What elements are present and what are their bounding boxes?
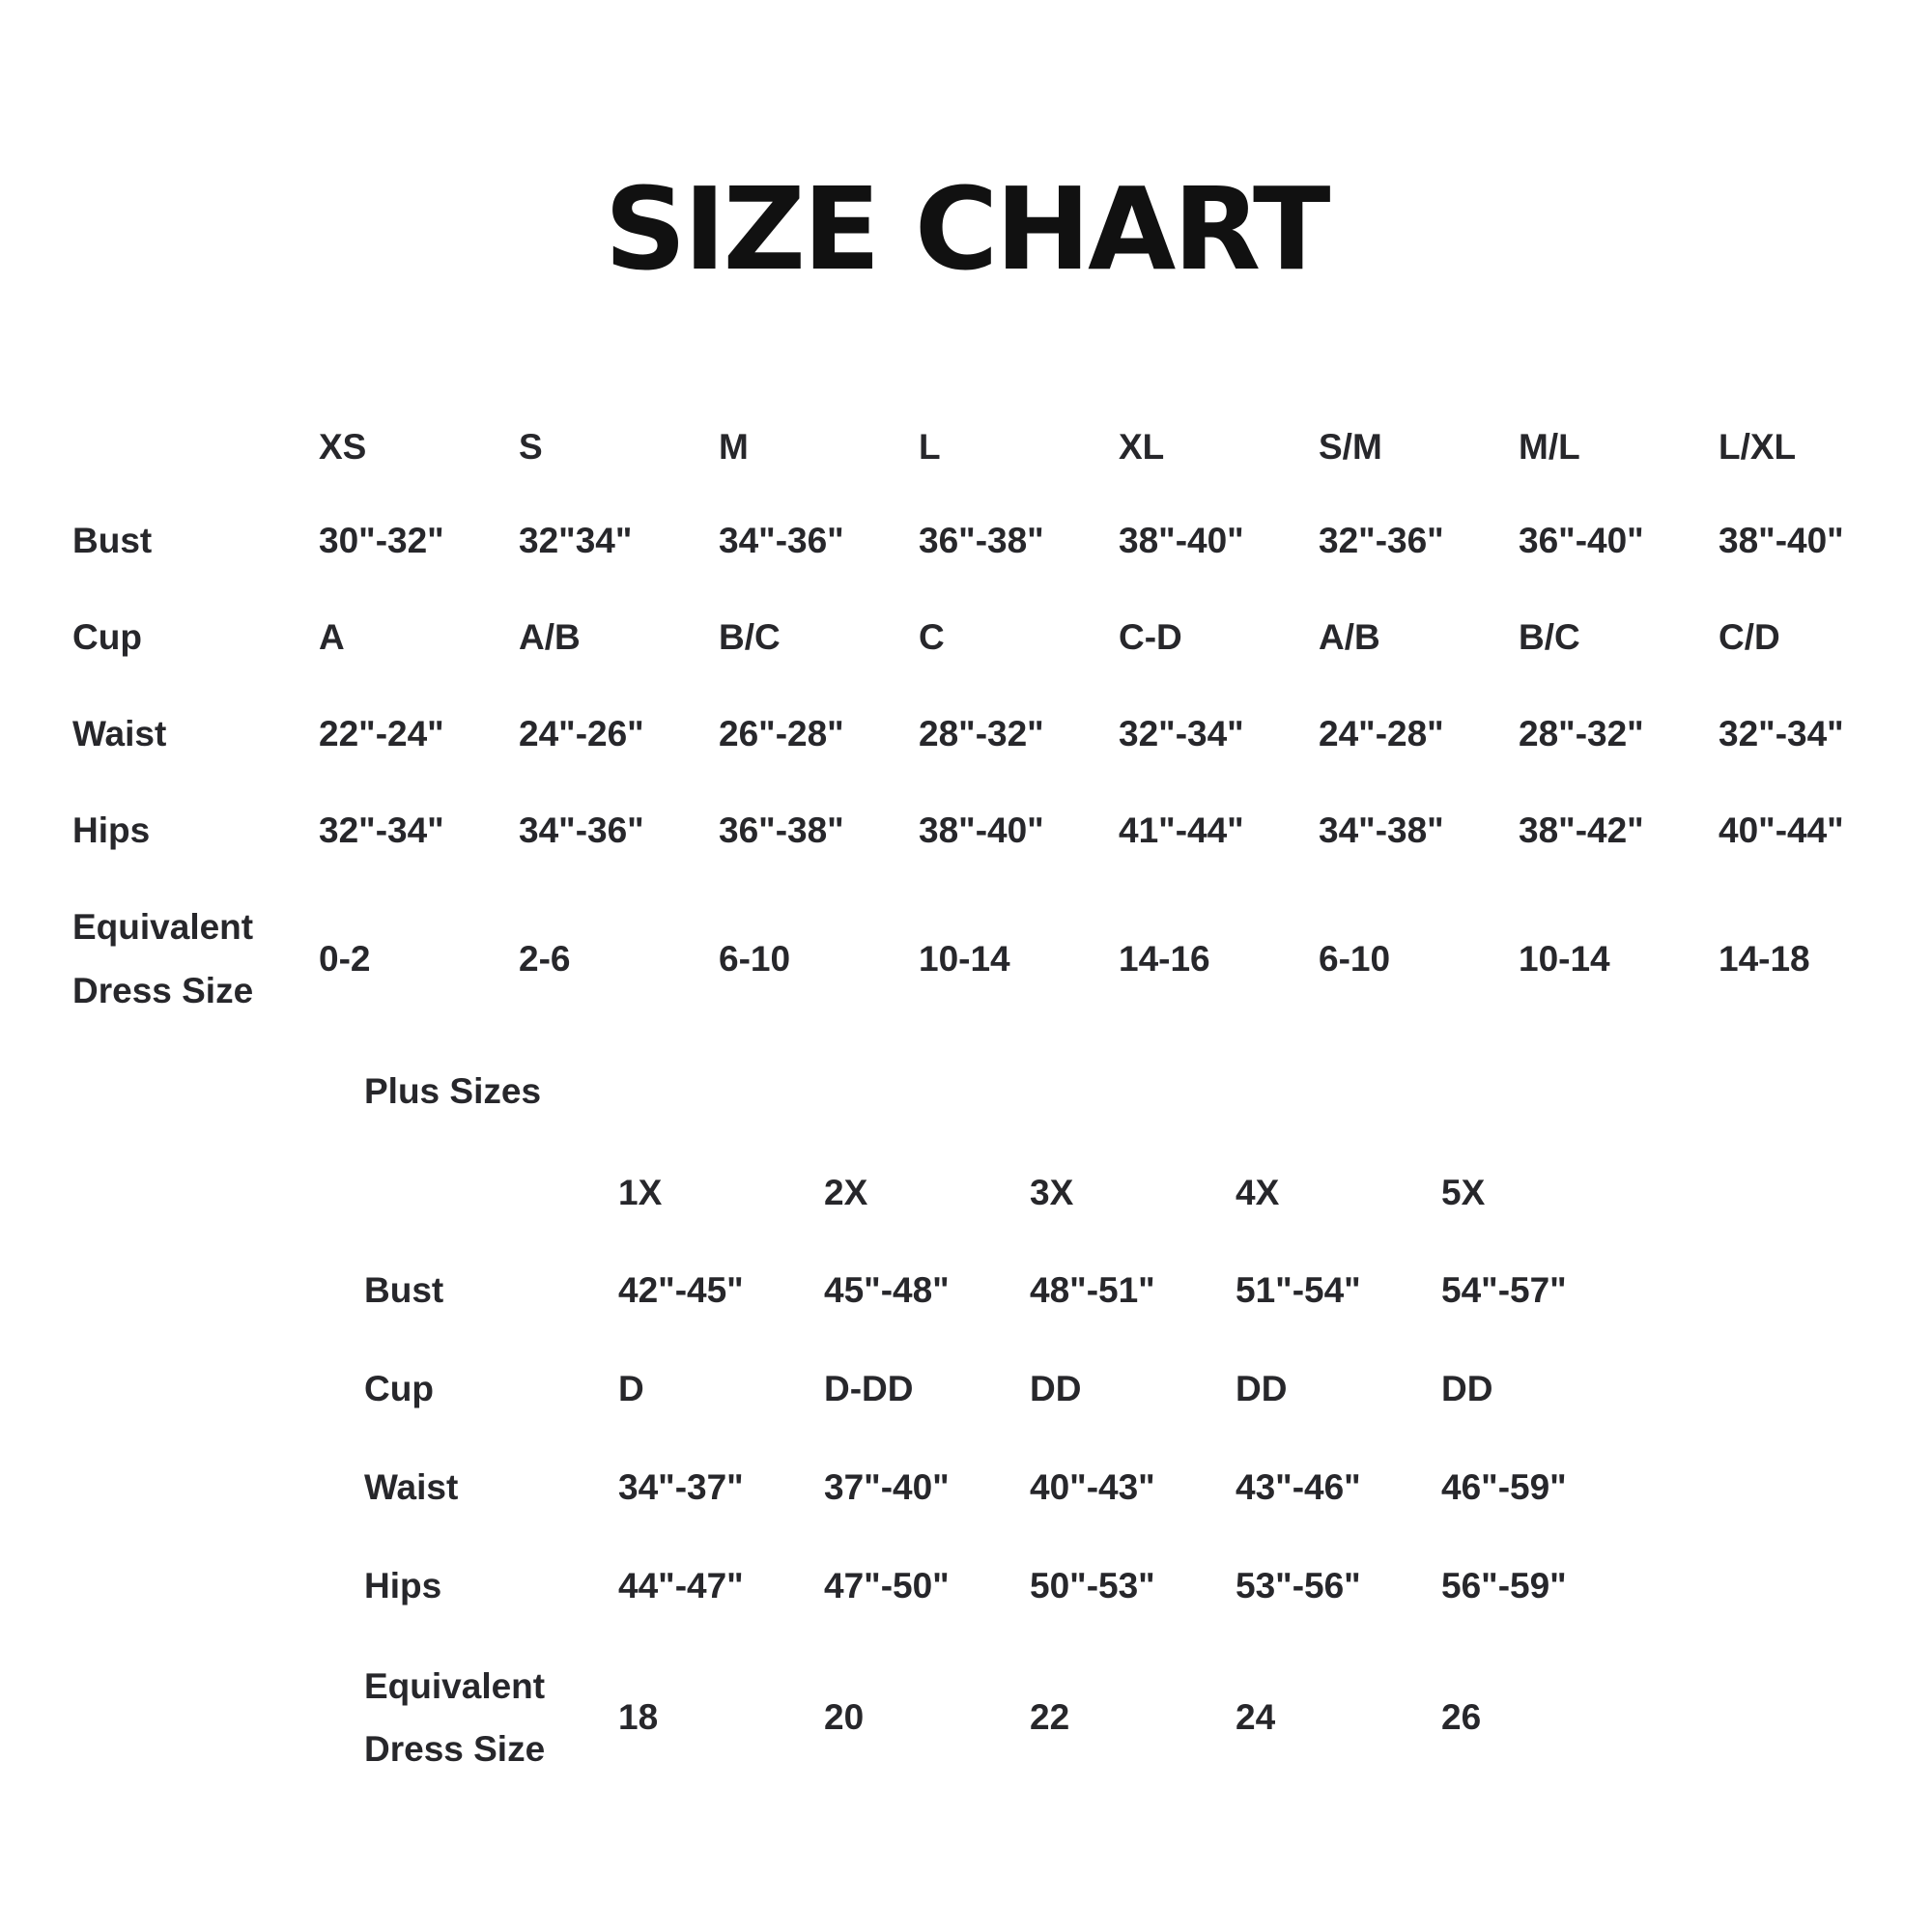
row-label-line2: Dress Size	[364, 1729, 546, 1769]
table-cell: D	[618, 1369, 644, 1408]
column-header-xl: XL	[1119, 426, 1165, 467]
table-row-waist	[364, 1438, 1647, 1537]
table-cell: 38"-40"	[1119, 521, 1244, 560]
table-cell: 47"-50"	[824, 1566, 950, 1605]
plus-size-table	[364, 1145, 1647, 1800]
table-cell: 45"-48"	[824, 1270, 950, 1310]
table-row-bust	[72, 493, 1918, 589]
table-cell: C-D	[1119, 617, 1182, 657]
row-label: Cup	[364, 1369, 434, 1408]
table-cell: 34"-36"	[719, 521, 844, 560]
table-row-bust	[364, 1241, 1647, 1340]
table-cell: 30"-32"	[319, 521, 444, 560]
table-cell: 26"-28"	[719, 714, 844, 753]
standard-header-row	[72, 401, 1918, 493]
table-cell: A	[319, 617, 345, 657]
column-header-s: S	[519, 426, 543, 467]
table-cell: 38"-40"	[919, 810, 1044, 850]
table-row-hips	[72, 782, 1918, 879]
table-cell: 37"-40"	[824, 1467, 950, 1507]
table-cell: 2-6	[519, 938, 571, 979]
row-label	[72, 895, 319, 1021]
table-cell: 10-14	[919, 938, 1010, 979]
table-cell: C/D	[1719, 617, 1780, 657]
table-cell: 43"-46"	[1236, 1467, 1361, 1507]
column-header-m: M	[719, 426, 749, 467]
table-cell: 22	[1030, 1697, 1070, 1737]
table-cell: 38"-40"	[1719, 521, 1844, 560]
table-cell: 32"34"	[519, 521, 633, 560]
table-cell: 54"-57"	[1441, 1270, 1567, 1310]
table-cell: 6-10	[1319, 938, 1391, 979]
plus-header-row	[364, 1145, 1647, 1241]
table-cell: A/B	[519, 617, 581, 657]
table-row-dress-size	[364, 1635, 1647, 1800]
table-cell: 14-18	[1719, 938, 1810, 979]
row-label: Bust	[72, 521, 153, 560]
table-cell: 0-2	[319, 938, 371, 979]
table-row-cup	[72, 589, 1918, 686]
column-header-3x: 3X	[1030, 1173, 1074, 1212]
column-header-2x: 2X	[824, 1173, 868, 1212]
table-cell: 28"-32"	[919, 714, 1044, 753]
table-cell: 41"-44"	[1119, 810, 1244, 850]
table-cell: 53"-56"	[1236, 1566, 1361, 1605]
table-cell: 40"-44"	[1719, 810, 1844, 850]
table-cell: 32"-34"	[319, 810, 444, 850]
table-cell: 56"-59"	[1441, 1566, 1567, 1605]
table-cell: 26	[1441, 1697, 1482, 1737]
column-header-sm: S/M	[1319, 426, 1382, 467]
table-cell: B/C	[1519, 617, 1580, 657]
row-label-line1: Equivalent	[72, 907, 254, 948]
table-cell: 51"-54"	[1236, 1270, 1361, 1310]
table-cell: 46"-59"	[1441, 1467, 1567, 1507]
table-cell: 32"-34"	[1119, 714, 1244, 753]
table-cell: 18	[618, 1697, 659, 1737]
table-cell: 10-14	[1519, 938, 1610, 979]
column-header-lxl: L/XL	[1719, 426, 1797, 467]
row-label: Hips	[72, 810, 151, 850]
table-cell: 40"-43"	[1030, 1467, 1155, 1507]
table-cell: 24"-26"	[519, 714, 644, 753]
table-cell: 6-10	[719, 938, 791, 979]
table-cell: 44"-47"	[618, 1566, 744, 1605]
page-title: SIZE CHART	[604, 162, 1328, 296]
table-cell: DD	[1030, 1369, 1082, 1408]
table-cell: 22"-24"	[319, 714, 444, 753]
table-cell: 50"-53"	[1030, 1566, 1155, 1605]
table-cell: 48"-51"	[1030, 1270, 1155, 1310]
table-cell: 14-16	[1119, 938, 1210, 979]
table-row-dress-size	[72, 879, 1918, 1038]
table-cell: 36"-38"	[719, 810, 844, 850]
column-header-4x: 4X	[1236, 1173, 1280, 1212]
column-header-xs: XS	[319, 426, 367, 467]
table-cell: B/C	[719, 617, 781, 657]
column-header-l: L	[919, 426, 941, 467]
table-cell: 20	[824, 1697, 865, 1737]
table-cell: 34"-37"	[618, 1467, 744, 1507]
table-cell: DD	[1236, 1369, 1288, 1408]
row-label: Waist	[364, 1467, 459, 1507]
table-cell: 24	[1236, 1697, 1276, 1737]
table-cell: 32"-36"	[1319, 521, 1444, 560]
row-label: Waist	[72, 714, 167, 753]
table-cell: 24"-28"	[1319, 714, 1444, 753]
table-cell: 28"-32"	[1519, 714, 1644, 753]
row-label: Hips	[364, 1566, 442, 1605]
table-row-waist	[72, 686, 1918, 782]
row-label	[364, 1655, 618, 1780]
row-label-line2: Dress Size	[72, 970, 254, 1010]
table-cell: 38"-42"	[1519, 810, 1644, 850]
table-row-hips	[364, 1537, 1647, 1635]
table-cell: A/B	[1319, 617, 1380, 657]
plus-sizes-heading: Plus Sizes	[364, 1071, 542, 1111]
row-label: Bust	[364, 1270, 444, 1310]
table-cell: 42"-45"	[618, 1270, 744, 1310]
row-label-line1: Equivalent	[364, 1665, 546, 1706]
table-cell: C	[919, 617, 945, 657]
table-cell: 34"-38"	[1319, 810, 1444, 850]
table-cell: D-DD	[824, 1369, 914, 1408]
table-cell: DD	[1441, 1369, 1493, 1408]
table-row-cup	[364, 1340, 1647, 1438]
table-cell: 32"-34"	[1719, 714, 1844, 753]
standard-size-table	[72, 401, 1918, 1038]
column-header-1x: 1X	[618, 1173, 663, 1212]
table-cell: 34"-36"	[519, 810, 644, 850]
table-cell: 36"-38"	[919, 521, 1044, 560]
table-cell: 36"-40"	[1519, 521, 1644, 560]
row-label: Cup	[72, 617, 142, 657]
column-header-ml: M/L	[1519, 426, 1580, 467]
column-header-5x: 5X	[1441, 1173, 1486, 1212]
